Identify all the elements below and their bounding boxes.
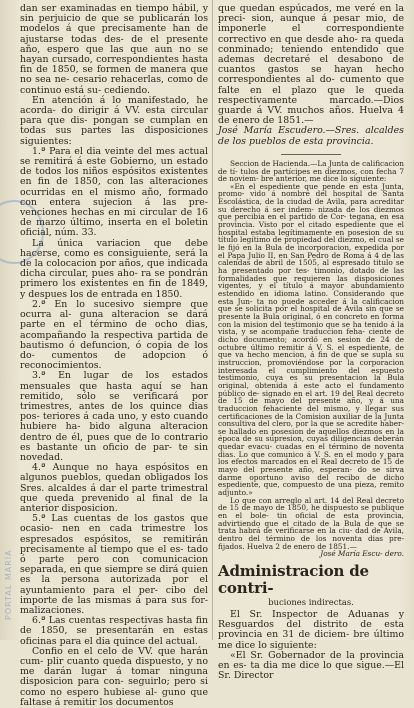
paragraph: La única variacion que debe hacerse, como es consiguiente, será la de la colocacion por años, que indicada dicha circular, pues aho- ra se pondrán primero los existentes en fin de 1849, y despues los de entrada en 1850.: [20, 237, 208, 300]
paragraph: dan ser examinadas en tiempo hábil, y sin perjuicio de que se publicarán los modelos á que precisamente han de ajustarse todas des- de el presente año, espero que las que aun no se hayan cursado, correspondientes hasta fin de 1850, se formen de manera que no sea ne- cesario rehacerlas, como de continuo está su- cediendo.: [20, 3, 208, 96]
paragraph: que quedan espúcados, me veré en la preci- sion, aunque á pesar mio, de imponerle el correspondiente correctivo en que desde aho- ra queda conminado; teniendo entendido que ademas decretaré el desabono de cuantos gastos se hayan hecho correspondientes al do- cumento que falte en el plazo que le queda respectivamente marcado.—Dios guarde á VV. muchos años. Huelva 4 de enero de 1851.—: [218, 3, 404, 127]
small-print-section: [218, 160, 404, 558]
paragraph: «El Sr. Gobernador de la provincia en es- ta dia me dice lo que sigue.—El Sr. Director: [218, 649, 404, 682]
paragraph: 4.ª Aunque no haya espósitos en algunos pueblos, quedan obligados los Sres. alcaldes á dar el parte trimestral que queda prevenido al final de la anterior disposicion.: [20, 462, 208, 514]
margin-stamp-text: PORTAL MARIA: [4, 549, 13, 620]
paragraph: 3.ª En lugar de los estados mensuales que hasta aquí se han remitido, sólo se verificará por trimestres, antes de los quince dias pos- teriores á cada uno, y esto cuando hubiere ha- bido alguna alteracion dentro de él, pues que de lo contrario es bastante un oficio de par- te sin novedad.: [20, 370, 208, 463]
section-subheading: buciones indirectas.: [268, 596, 354, 607]
paragraph: 6.ª Las cuentas respectivas hasta fin de 1850, se presentarán en estas oficinas para el dia quince del actual.: [20, 615, 208, 647]
left-column: [20, 3, 208, 708]
paragraph: 2.ª En lo sucesivo siempre que ocurra al- guna alteracion se dará parte en el término de ocho dias, acompañando la respectiva partida de bautismo ó defuncion, ó copia de los do- cumentos de adopcion ó reconocimientos.: [20, 298, 208, 372]
section-rule: [281, 154, 341, 155]
signature: José María Escu- dero.: [320, 549, 404, 559]
paragraph: En atención á lo manifestado, he acorda- do dirigir á VV. esta circular para que dis- pongan se cumplan en todas sus partes las disposiciones siguientes:: [20, 94, 208, 147]
column-divider: [212, 0, 213, 640]
paragraph: 1.ª Para el dia veinte del mes actual se remitirá á este Gobierno, un estado de todos los niños espósitos existentes en fin de 1850, con las alteraciones ocurridas en el mismo año, formado con entera sujecion á las pre- venciones hechas en mi circular de 16 de marzo último, inserta en el boletin oficial, núm. 33.: [20, 145, 208, 239]
paragraph: Confio en el celo de VV. que harán cum- plir cuanto queda dispuesto, y no me darán lugar á tomar ninguna disposicion para con- seguirlo; pero si como no espero hubiese al- guno que faltase á remitir los documentos: [20, 645, 208, 708]
section-heading: Administracion de contri-: [218, 561, 369, 597]
paragraph: El Sr. Inspector de Aduanas y Resguardos del distrito de esta provincia en 31 de diciem- bre último me dice lo siguiente:: [218, 608, 404, 651]
paragraph: Seccion de Hacienda.—La Junta de calificacion de tí- tulos de partícipes en diezmos, con fecha 7 de noviem- bre anterior, me dice lo siguiente:: [218, 158, 405, 184]
signature-line: José María Escudero.—Sres. alcaldes de los pueblos de esta provincia.: [218, 125, 404, 147]
paragraph: «En el espediente que pende en esta Junta, promo- vido á nombre del hospital de Santa Escolástica, de la ciudad de Avila, para acreditar su derecho á ser indem- nizada de los diezmos que percibia en el partido de Cor- tegana, en esa provincia. Visto por el citado espediente que el hospital estaba legítimamente en posesion de su título legítimo de propiedad del diezmo, el cual se le fijó en la Bula de incorporacion, expedida por el Papa Julio II, en San Pedro de Roma á 4 de las calendas de abril de 1505, al espresado titulo se ha presentado por tes- timonio, dotado de las formalidades que requieren las disposiciones vigentes, y el título á mayor abundamiento estendido en idioma latino. Considerando que esta Jun- ta no puede acceder á la calificacion que se solicita por el hospital de Avila sin que se presente la Bula original, ó en concreto en forma con la mision del testimonio que se ha tenido á la vista, y se acompañe traduccion feha- ciente de dicho documento; acordó en sesion de 24 de octubre último remitir á V. S. el espediente, de que va hecho mencion, á fin de que se supla su instruccion, promoviéndose por la corporacion interesada el cumplimiento del espuesto testimonio, cuya es su presentacion la Bula original, obtenida á este acto el fundamento público de- signado en el art. 19 del Real decreto de 15 de mayo del presente año, y á una traduccion fehaciente del mismo, y llegar sus certificaciones de la Comision auxiliar de la Junta consultiva del clero, por la que se acredite haber- se hallado en posesion de aquellos diezmos en la época de su supresion, cuyas diligencias deberán quedar evacu- cuadas en el término de noventa dias. Lo que comunico á V. S. en el modo y para los efectos marcados en el Real decreto de 15 de mayo del presente año, esperan- do se sirva darme oportuno aviso del recibo de dicho espediente, que, compuesto de una pieza, remito adjunto.»: [218, 181, 404, 498]
right-column: [218, 3, 405, 682]
paragraph: 5.ª Las cuentas de los gastos que ocasio- nen en cada trimestre los espresados espósitos, se remitirán precisamente al tiempo que el es- tado ó parte pero con comunicacion separada, en que siempre se dirá quien es la persona autorizada por el ayuntamiento para el per- cibo del importe de las mismas á para sus for- malizaciones.: [20, 513, 208, 616]
paragraph: Lo que con arreglo al art. 14 del Real decreto de 15 de mayo de 1850, he dispuesto se publique en el bole- tin oficial de esta provincia, advirtiendo que el citado de la Bula de que se trata habrá de verificarse en la ciu- dad de Avila, dentro del término de los noventa dias pre- fijados. Huelva 2 de enero de 1851.—: [218, 495, 404, 551]
